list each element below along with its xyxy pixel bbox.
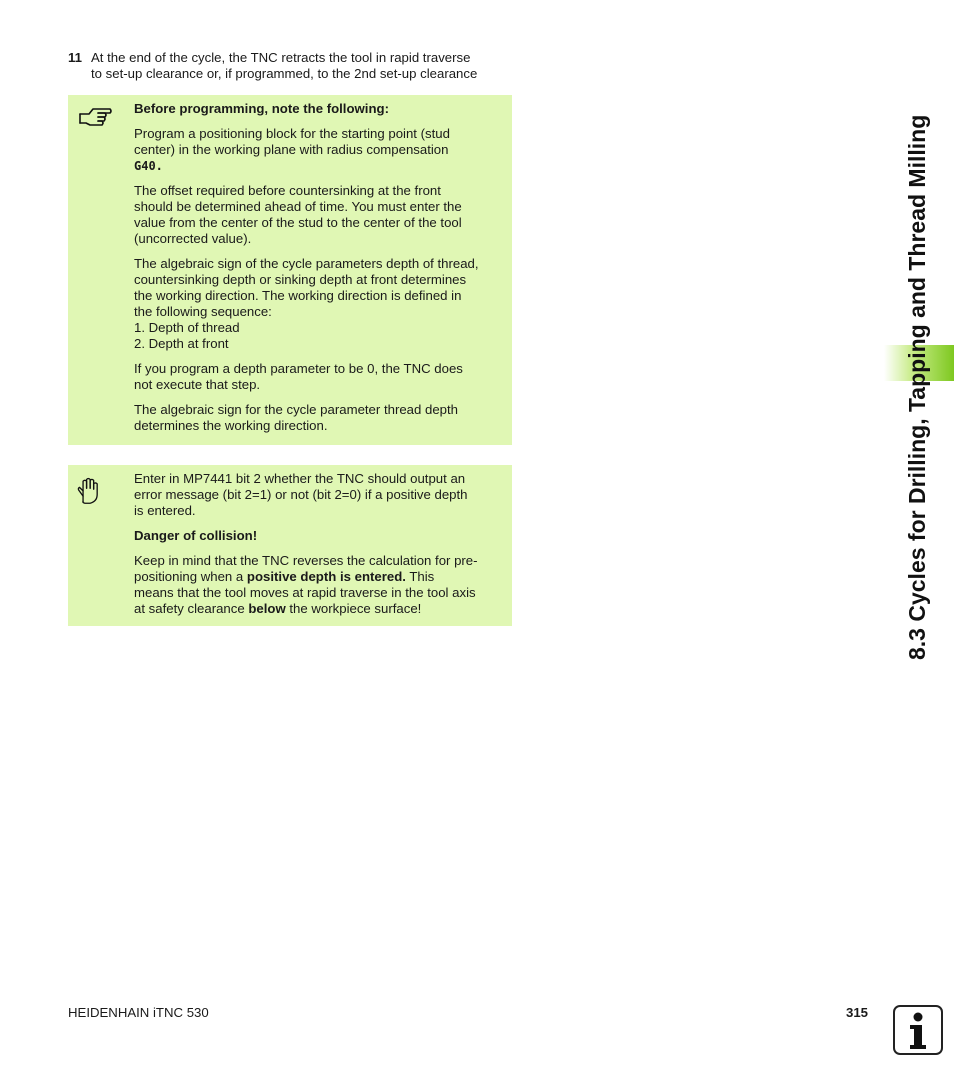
emphasis-below: below xyxy=(248,601,286,616)
pointing-hand-icon xyxy=(78,103,112,133)
note1-paragraph-2: The offset required before countersinking at the front should be determined ahead of time. You must enter the value from the center of the stud to the center of the tool (uncorrected value). xyxy=(134,183,462,246)
note1-paragraph-5: The algebraic sign for the cycle parameter thread depth determines the working direction. xyxy=(134,402,459,433)
chapter-section-title: 8.3 Cycles for Drilling, Tapping and Thread Milling xyxy=(904,114,930,660)
footer-product-name: HEIDENHAIN iTNC 530 xyxy=(68,1005,209,1020)
note-before-programming xyxy=(68,95,512,445)
step-text: At the end of the cycle, the TNC retracts the tool in rapid traverse to set-up clearance or, if programmed, to the 2nd set-up clearance xyxy=(91,50,478,81)
step-number: 11 xyxy=(68,50,82,65)
emphasis-positive-depth: positive depth is entered. xyxy=(246,569,406,584)
note2-heading: Danger of collision! xyxy=(134,528,258,543)
note1-paragraph-1: Program a positioning block for the starting point (stud center) in the working plane with radius compensation G40. xyxy=(134,126,450,173)
note-collision-warning xyxy=(68,465,512,626)
note2-paragraph-1: Enter in MP7441 bit 2 whether the TNC should output an error message (bit 2=1) or not (bit 2=0) if a positive depth is entered. xyxy=(134,471,468,518)
g40-code: G40. xyxy=(134,159,163,173)
info-icon xyxy=(893,1005,943,1055)
note1-heading: Before programming, note the following: xyxy=(134,101,389,116)
note1-paragraph-4: If you program a depth parameter to be 0, the TNC does not execute that step. xyxy=(134,361,463,392)
note1-paragraph-3: The algebraic sign of the cycle parameters depth of thread, countersinking depth or sinking depth at front determines the working direction. The working direction is defined in the following sequence: 1. Depth of thread 2. Depth at front xyxy=(134,256,479,351)
page-number: 315 xyxy=(846,1005,869,1020)
raised-hand-warning-icon xyxy=(76,473,106,507)
note2-paragraph-2: Keep in mind that the TNC reverses the calculation for pre- positioning when a positive depth is entered. This means that the tool moves at rapid traverse in the tool axis at safety clearance below the workpiece surface! xyxy=(134,553,478,616)
step-11 xyxy=(68,50,518,82)
